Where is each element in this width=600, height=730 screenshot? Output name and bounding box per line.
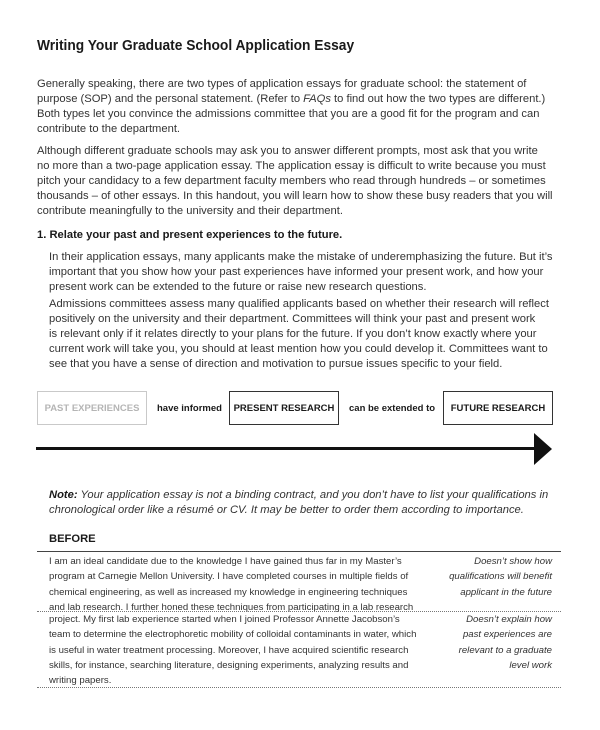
faqs-link[interactable]: FAQs (303, 93, 331, 105)
paragraph-2-line: pitch your candidacy to a few department faculty members who read through hundreds – or sometimes (37, 175, 546, 187)
section-1-paragraph-2-line: current work will take you, you should at least mention how you could develop it. Committees want to (49, 343, 548, 355)
before-row-1-comment-line: qualifications will benefit (449, 571, 552, 583)
section-1-paragraph-2-line: Admissions committees assess many qualified applicants based on whether their research will reflect (49, 298, 549, 310)
past-experiences-box: PAST EXPERIENCES (37, 391, 147, 425)
section-1-paragraph-1-line: important that you show how your past experiences have informed your present work, and how your (49, 266, 544, 278)
can-be-extended-label: can be extended to (349, 403, 436, 414)
page-title: Writing Your Graduate School Application Essay (37, 38, 355, 54)
before-row-1-line: program at Carnegie Mellon University. I have completed courses in multiple fields of (49, 571, 409, 583)
paragraph-2 (37, 144, 567, 219)
intro-line-2 (37, 92, 567, 107)
present-research-box: PRESENT RESEARCH (229, 391, 339, 425)
before-row-2-line: writing papers. (49, 675, 112, 687)
note-line-1 (49, 488, 569, 503)
before-row-2-comment-line: relevant to a graduate (458, 644, 552, 656)
before-row-1-comment-line: Doesn’t show how (474, 556, 552, 567)
before-row-2-text (49, 612, 449, 688)
section-1-heading: 1. Relate your past and present experiences to the future. (37, 229, 343, 241)
intro-paragraph (37, 77, 567, 137)
section-1-paragraph-2-line: see that you have a sense of direction and motivation to pursue issues specific to your field. (49, 358, 503, 370)
before-row-2-comment-line: Doesn’t explain how (466, 614, 552, 625)
intro-line-2-start: purpose (SOP) and the personal statement. (Refer to (37, 93, 304, 105)
have-informed-label: have informed (157, 403, 222, 414)
before-row-1-line: chemical engineering, as well as increased my knowledge in engineering techniques (49, 586, 408, 598)
paragraph-2-line: no more than a two-page application essay. The application essay is difficult to write because you must (37, 160, 546, 172)
intro-line-1: Generally speaking, there are two types of application essays for graduate school: the statement of (37, 78, 527, 90)
timeline-arrow-line (36, 447, 536, 450)
before-row-1-comment-line: applicant in the future (460, 586, 552, 598)
section-1-paragraph-1-line: present work can be extended to the future or raise new research questions. (49, 281, 427, 293)
before-row-1-line: I am an ideal candidate due to the knowledge I have gained thus far in my Master’s (49, 556, 402, 567)
section-1-paragraph-1 (49, 250, 569, 295)
note-label: Note: (49, 489, 78, 501)
before-row-1-text (49, 554, 449, 615)
before-row-2-line: is useful in water treatment processing. Moreover, I have acquired scientific research (49, 644, 409, 656)
before-row-2-comment-line: level work (509, 659, 552, 671)
intro-line-2-end: to find out how the two types are different.) (330, 93, 546, 105)
intro-line-4: contribute to the department. (37, 123, 181, 135)
before-row-2-comment (422, 612, 552, 673)
note-line-1-text: Your application essay is not a binding contract, and you don’t have to list your qualifications in (77, 489, 549, 501)
before-heading: BEFORE (49, 533, 96, 545)
section-1-paragraph-1-line: In their application essays, many applicants make the mistake of underemphasizing the future. But it’s (49, 251, 553, 263)
before-row-2-line: skills, for instance, searching literature, designing experiments, analyzing results and (49, 659, 409, 671)
before-row-2-line: team to determine the electrophoretic mobility of colloidal contaminants in water, which (49, 629, 417, 641)
before-divider (37, 551, 561, 552)
section-1-paragraph-2-line: positively on the university and their department. Committees will think your past and present work (49, 313, 536, 325)
section-1-paragraph-2 (49, 297, 569, 372)
paragraph-2-line: contribute meaningfully to the university and their department. (37, 205, 343, 217)
paragraph-2-line: thousands – of other essays. In this handout, you will learn how to show these busy readers that you will (37, 190, 553, 202)
arrow-right-icon (534, 433, 552, 465)
note-line-2: chronological order like a résumé or CV. It may be better to order them according to importance. (49, 504, 524, 516)
paragraph-2-line: Although different graduate schools may ask you to answer different prompts, most ask that you write (37, 145, 538, 157)
row-divider (37, 687, 561, 688)
future-research-box: FUTURE RESEARCH (443, 391, 553, 425)
intro-line-3: Both types let you convince the admissions committee that you are a good fit for the program and can (37, 108, 540, 120)
section-1-paragraph-2-line: is relevant only if it relates directly to your plans for the future. If you don’t know exactly where your (49, 328, 537, 340)
before-row-2-line: project. My first lab experience started when I joined Professor Annette Jacobson’s (49, 614, 400, 625)
before-row-1-comment (422, 554, 552, 600)
note-paragraph (49, 488, 569, 518)
before-row-1-line: and lab research. I further honed these techniques from participating in a lab research (49, 601, 414, 613)
before-row-2-comment-line: past experiences are (462, 629, 552, 641)
